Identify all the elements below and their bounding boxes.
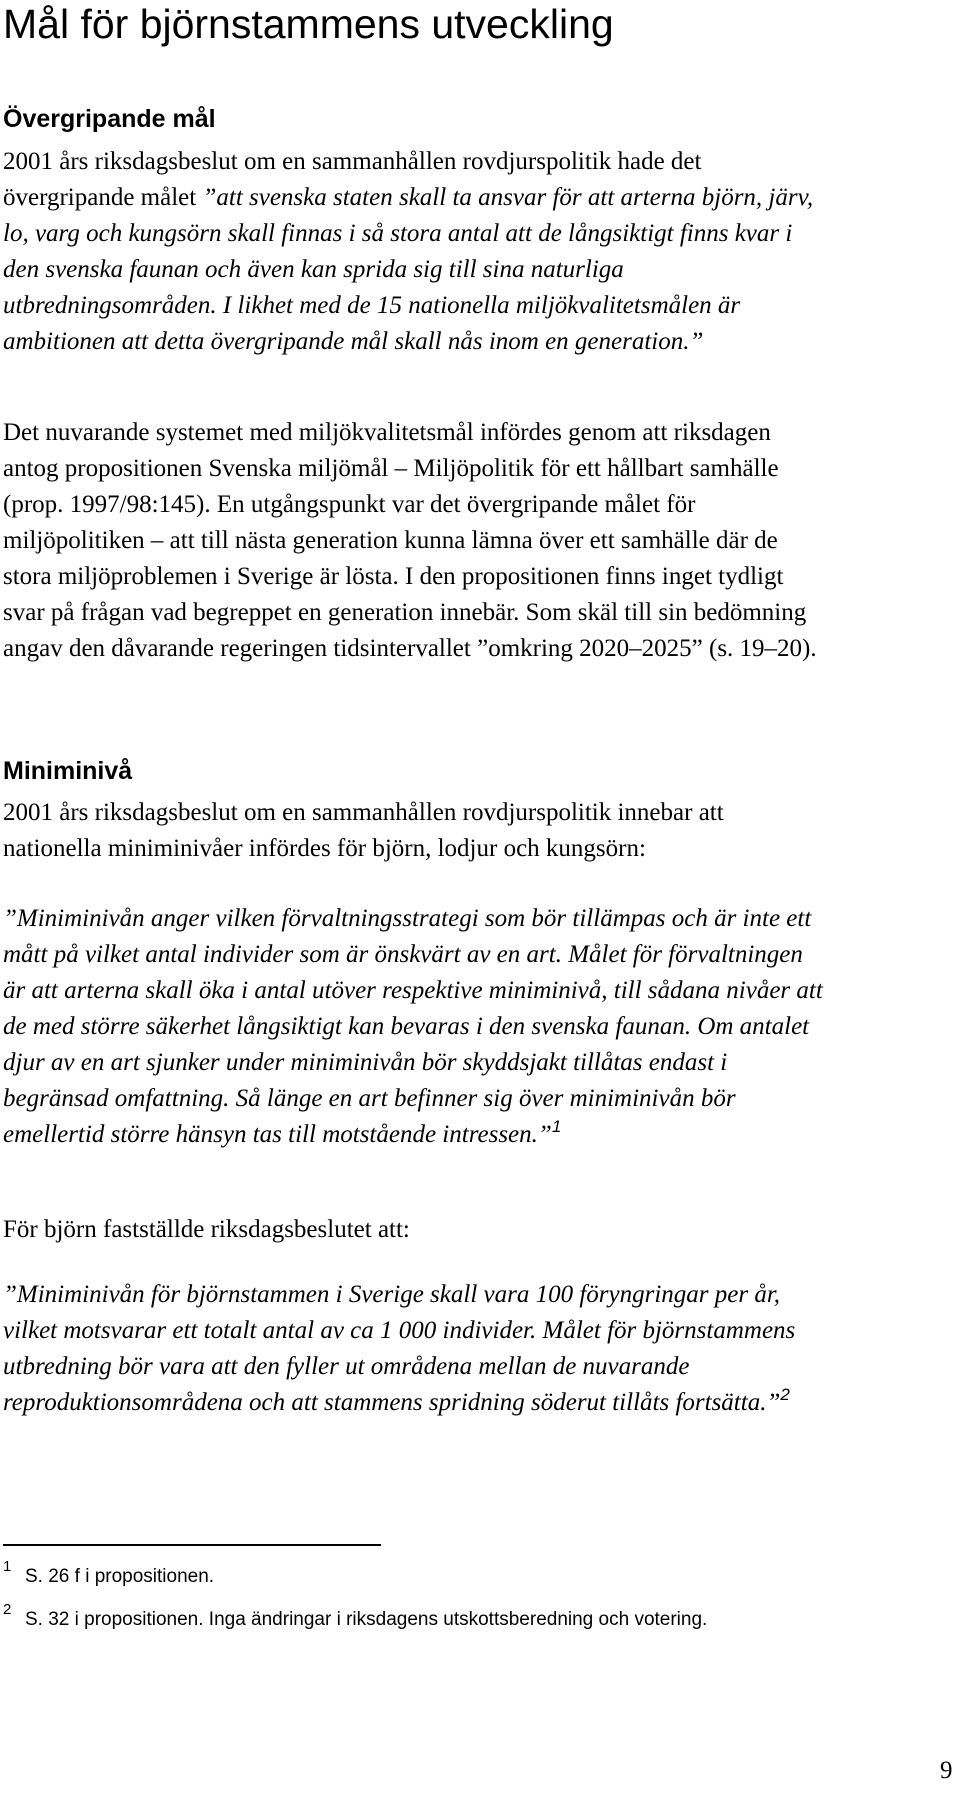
quoted-text: den svenska faunan och även kan sprida sig till sina naturliga — [3, 256, 624, 283]
quote-text: de med större säkerhet långsiktigt kan bevaras i den svenska faunan. Om antalet — [3, 1013, 810, 1040]
footnote-2-text: S. 32 i propositionen. Inga ändringar i riksdagens utskottsberedning och votering. — [25, 1609, 708, 1630]
quote-text: utbredning bör vara att den fyller ut områdena mellan de nuvarande — [3, 1353, 690, 1380]
paragraph-overall-goal — [3, 144, 953, 360]
section-heading-minimum-level: Miniminivå — [3, 757, 133, 785]
quote-line — [3, 1385, 953, 1421]
text-line — [3, 180, 953, 216]
footnote-reference[interactable]: 2 — [780, 1385, 790, 1404]
text-line: svar på frågan vad begreppet en generation innebär. Som skäl till sin bedömning — [3, 599, 807, 626]
quoted-text: ambitionen att detta övergripande mål skall nås inom en generation.” — [3, 328, 704, 355]
quote-line — [3, 1313, 953, 1349]
quote-text: är att arterna skall öka i antal utöver respektive miniminivå, till sådana nivåer att — [3, 977, 823, 1004]
footnote-reference[interactable]: 1 — [551, 1117, 562, 1136]
text-line: antog propositionen Svenska miljömål – Miljöpolitik för ett hållbart samhälle — [3, 455, 779, 482]
text-line: Det nuvarande systemet med miljökvalitetsmål infördes genom att riksdagen — [3, 419, 771, 446]
footnote-1-text: S. 26 f i propositionen. — [25, 1566, 215, 1587]
text-line — [3, 144, 953, 180]
quote-text: begränsad omfattning. Så länge en art befinner sig över miniminivån bör — [3, 1085, 736, 1112]
page-number: 9 — [940, 1757, 953, 1784]
quote-line — [3, 973, 953, 1009]
quote-line — [3, 901, 953, 937]
quote-minimum-level — [3, 901, 953, 1153]
quote-line — [3, 1009, 953, 1045]
quote-text: djur av en art sjunker under miniminivån bör skyddsjakt tillåtas endast i — [3, 1049, 728, 1076]
quote-line — [3, 1081, 953, 1117]
footnote-2-number: 2 — [3, 1601, 12, 1618]
quote-text: vilket motsvarar ett totalt antal av ca 1 000 individer. Målet för björnstammens — [3, 1317, 796, 1344]
quote-text: reproduktionsområdena och att stammens spridning söderut tillåts fortsätta.” — [3, 1389, 781, 1416]
paragraph-environmental-goals — [3, 415, 953, 667]
quote-line — [3, 1117, 953, 1153]
quote-line — [3, 1277, 953, 1313]
text-line — [3, 288, 953, 324]
text-line: (prop. 1997/98:145). En utgångspunkt var det övergripande målet för — [3, 491, 696, 518]
text-line — [3, 324, 953, 360]
text-run: övergripande målet — [3, 184, 203, 211]
text-line: stora miljöproblemen i Sverige är lösta. I den propositionen finns inget tydligt — [3, 563, 784, 590]
bear-lead-text: För björn fastställde riksdagsbeslutet att: — [3, 1216, 410, 1243]
text-run: 2001 års riksdagsbeslut om en sammanhållen rovdjurspolitik hade det — [3, 148, 702, 175]
quote-line — [3, 1349, 953, 1385]
section-heading-overall-goal: Övergripande mål — [3, 105, 216, 133]
quote-text: emellertid större hänsyn tas till motstående intressen.” — [3, 1121, 552, 1148]
quoted-text: utbredningsområden. I likhet med de 15 nationella miljökvalitetsmålen är — [3, 292, 741, 319]
footnote-1-number: 1 — [3, 1558, 12, 1575]
text-line: nationella miniminivåer infördes för björn, lodjur och kungsörn: — [3, 835, 646, 862]
text-line — [3, 252, 953, 288]
quoted-text: ”att svenska staten skall ta ansvar för att arterna björn, järv, — [202, 184, 814, 211]
footnote-separator — [3, 1544, 381, 1546]
text-line: 2001 års riksdagsbeslut om en sammanhållen rovdjurspolitik innebar att — [3, 799, 724, 826]
page-title: Mål för björnstammens utveckling — [3, 1, 614, 47]
quote-bear-minimum — [3, 1277, 953, 1421]
text-line: miljöpolitiken – att till nästa generation kunna lämna över ett samhälle där de — [3, 527, 778, 554]
paragraph-minimum-intro — [3, 795, 953, 867]
quote-line — [3, 1045, 953, 1081]
quoted-text: lo, varg och kungsörn skall finnas i så stora antal att de långsiktigt finns kvar i — [3, 220, 793, 247]
text-line: angav den dåvarande regeringen tidsintervallet ”omkring 2020–2025” (s. 19–20). — [3, 635, 817, 662]
paragraph-bear-lead — [3, 1212, 953, 1248]
text-line — [3, 216, 953, 252]
quote-text: ”Miniminivån för björnstammen i Sverige skall vara 100 föryngringar per år, — [3, 1281, 781, 1308]
quote-line — [3, 937, 953, 973]
quote-text: ”Miniminivån anger vilken förvaltningsstrategi som bör tillämpas och är inte ett — [3, 905, 812, 932]
quote-text: mått på vilket antal individer som är önskvärt av en art. Målet för förvaltningen — [3, 941, 803, 968]
